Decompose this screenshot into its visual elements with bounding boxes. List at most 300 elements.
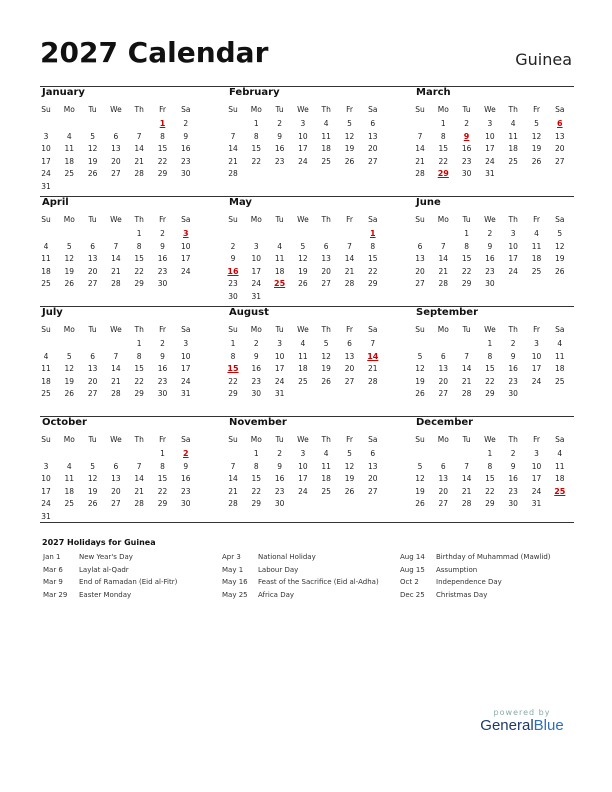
calendar-date: 18 bbox=[274, 266, 285, 276]
weekday-label: Th bbox=[321, 435, 331, 444]
weekday-label: We bbox=[297, 105, 309, 114]
calendar-date: 8 bbox=[253, 461, 259, 471]
calendar-date: 22 bbox=[485, 486, 495, 496]
holiday-date: 15 bbox=[227, 364, 239, 373]
calendar-date: 8 bbox=[160, 131, 165, 141]
powered-by-label: powered by bbox=[493, 708, 551, 717]
calendar-date: 16 bbox=[251, 364, 262, 373]
calendar-date: 3 bbox=[300, 449, 306, 458]
calendar-date: 23 bbox=[157, 266, 168, 276]
calendar-date: 13 bbox=[368, 131, 378, 141]
calendar-date: 4 bbox=[323, 449, 329, 458]
calendar-date: 18 bbox=[555, 364, 565, 373]
holiday-item bbox=[43, 578, 213, 588]
calendar-date: 19 bbox=[87, 486, 98, 496]
calendar-date: 31 bbox=[251, 291, 262, 301]
holiday-name: Africa Day bbox=[258, 590, 295, 599]
calendar-date: 15 bbox=[461, 254, 472, 263]
calendar-date: 22 bbox=[134, 376, 144, 386]
calendar-date: 30 bbox=[485, 279, 495, 288]
weekday-label: Mo bbox=[437, 435, 449, 444]
calendar-date: 17 bbox=[531, 364, 542, 373]
holiday-date: 2 bbox=[183, 449, 189, 458]
weekday-label: Mo bbox=[437, 215, 449, 224]
holiday-date: 1 bbox=[370, 229, 376, 238]
calendar-date: 25 bbox=[531, 266, 542, 276]
weekday-label: Tu bbox=[275, 215, 284, 224]
calendar-date: 4 bbox=[66, 131, 72, 141]
calendar-date: 22 bbox=[134, 266, 144, 276]
calendar-date: 23 bbox=[157, 376, 168, 386]
weekday-label: We bbox=[110, 105, 122, 114]
calendar-date: 26 bbox=[344, 156, 355, 166]
calendar-date: 28 bbox=[228, 499, 238, 508]
calendar-date: 2 bbox=[277, 119, 282, 128]
weekday-label: Su bbox=[41, 105, 51, 114]
calendar-date: 14 bbox=[415, 144, 425, 153]
weekday-label: Mo bbox=[63, 105, 75, 114]
calendar-date: 17 bbox=[181, 254, 191, 263]
calendar-date: 13 bbox=[321, 254, 331, 263]
calendar-date: 2 bbox=[160, 339, 165, 348]
holiday-date: 9 bbox=[463, 131, 470, 141]
calendar-date: 27 bbox=[87, 389, 98, 398]
calendar-date: 8 bbox=[136, 351, 142, 361]
calendar-date: 21 bbox=[438, 266, 449, 276]
calendar-date: 23 bbox=[251, 376, 262, 386]
calendar-date: 7 bbox=[417, 131, 423, 141]
calendar-date: 13 bbox=[555, 131, 565, 141]
calendar-date: 19 bbox=[344, 474, 355, 483]
calendar-date: 28 bbox=[111, 279, 121, 288]
calendar-date: 14 bbox=[134, 144, 144, 153]
calendar-date: 16 bbox=[461, 144, 472, 153]
calendar-date: 11 bbox=[531, 241, 542, 251]
calendar-date: 5 bbox=[557, 229, 563, 238]
calendar-date: 29 bbox=[485, 389, 495, 398]
calendar-date: 5 bbox=[90, 461, 95, 471]
calendar-date: 6 bbox=[113, 131, 119, 141]
month-june bbox=[414, 196, 574, 304]
calendar-date: 9 bbox=[183, 131, 189, 141]
weekday-label: Tu bbox=[275, 435, 284, 444]
weekday-label: Tu bbox=[462, 215, 471, 224]
holiday-date: 29 bbox=[437, 169, 449, 178]
calendar-date: 9 bbox=[277, 461, 282, 471]
calendar-date: 5 bbox=[347, 119, 352, 128]
calendar-date: 7 bbox=[230, 131, 236, 141]
weekday-label: Su bbox=[228, 325, 238, 334]
calendar-date: 5 bbox=[417, 461, 423, 471]
weekday-label: Su bbox=[41, 435, 51, 444]
calendar-date: 17 bbox=[485, 144, 495, 153]
calendar-date: 3 bbox=[43, 461, 49, 471]
weekday-label: We bbox=[297, 215, 309, 224]
calendar-date: 19 bbox=[87, 156, 98, 166]
calendar-date: 11 bbox=[321, 461, 331, 471]
calendar-date: 15 bbox=[438, 144, 449, 153]
weekday-label: We bbox=[484, 215, 496, 224]
holiday-date-label: May 1 bbox=[222, 565, 244, 574]
weekday-label: Sa bbox=[181, 215, 191, 224]
calendar-date: 30 bbox=[251, 389, 262, 398]
weekday-label: Su bbox=[41, 325, 51, 334]
calendar-date: 24 bbox=[41, 169, 51, 178]
calendar-date: 6 bbox=[90, 241, 95, 251]
calendar-date: 26 bbox=[87, 499, 98, 508]
weekday-label: Su bbox=[228, 215, 238, 224]
weekday-label: Mo bbox=[63, 215, 75, 224]
calendar-date: 3 bbox=[487, 119, 493, 128]
calendar-date: 17 bbox=[274, 364, 285, 373]
calendar-date: 25 bbox=[321, 486, 331, 496]
calendar-date: 23 bbox=[181, 486, 191, 496]
calendar-date: 15 bbox=[134, 254, 144, 263]
calendar-date: 5 bbox=[323, 339, 329, 348]
month-name: September bbox=[416, 307, 478, 318]
weekday-label: Th bbox=[508, 215, 518, 224]
calendar-date: 14 bbox=[111, 254, 121, 263]
calendar-date: 26 bbox=[555, 266, 565, 276]
calendar-date: 6 bbox=[417, 241, 423, 251]
calendar-date: 15 bbox=[157, 474, 168, 483]
calendar-date: 18 bbox=[41, 376, 51, 386]
calendar-date: 13 bbox=[438, 474, 449, 483]
calendar-date: 25 bbox=[64, 499, 75, 508]
weekday-label: We bbox=[110, 435, 122, 444]
calendar-date: 8 bbox=[253, 131, 259, 141]
calendar-date: 3 bbox=[300, 119, 306, 128]
calendar-date: 23 bbox=[461, 156, 472, 166]
calendar-date: 21 bbox=[368, 364, 378, 373]
calendar-date: 1 bbox=[464, 229, 469, 238]
weekday-label: Su bbox=[228, 105, 238, 114]
weekday-label: Su bbox=[41, 215, 51, 224]
weekday-label: Mo bbox=[250, 325, 262, 334]
calendar-date: 14 bbox=[134, 474, 144, 483]
calendar-date: 7 bbox=[370, 339, 376, 348]
holiday-date-label: Dec 25 bbox=[400, 590, 425, 599]
calendar-date: 6 bbox=[90, 351, 95, 361]
calendar-date: 29 bbox=[368, 279, 378, 288]
calendar-date: 8 bbox=[370, 241, 376, 251]
holiday-name: Assumption bbox=[436, 565, 478, 574]
month-name: November bbox=[229, 417, 287, 428]
calendar-date: 20 bbox=[555, 144, 565, 153]
weekday-label: Mo bbox=[63, 435, 75, 444]
calendar-date: 4 bbox=[510, 119, 516, 128]
weekday-label: Th bbox=[508, 105, 518, 114]
weekday-label: Th bbox=[508, 325, 518, 334]
holiday-date: 16 bbox=[227, 266, 239, 276]
calendar-date: 10 bbox=[508, 241, 518, 251]
calendar-date: 26 bbox=[298, 279, 308, 288]
calendar-date: 23 bbox=[274, 486, 285, 496]
calendar-date: 13 bbox=[87, 254, 98, 263]
calendar-date: 7 bbox=[347, 241, 352, 251]
weekday-label: We bbox=[484, 435, 496, 444]
holiday-item bbox=[43, 553, 213, 563]
calendar-date: 5 bbox=[534, 119, 539, 128]
weekday-label: We bbox=[297, 325, 309, 334]
holiday-name: Labour Day bbox=[258, 565, 299, 574]
country-name: Guinea bbox=[515, 50, 572, 69]
calendar-date: 27 bbox=[555, 156, 565, 166]
calendar-date: 7 bbox=[113, 241, 119, 251]
weekday-label: Th bbox=[134, 105, 144, 114]
calendar-date: 12 bbox=[344, 461, 355, 471]
month-april bbox=[40, 196, 200, 304]
calendar-date: 10 bbox=[41, 474, 51, 483]
calendar-date: 26 bbox=[64, 389, 75, 398]
calendar-date: 20 bbox=[438, 376, 449, 386]
calendar-date: 21 bbox=[111, 376, 121, 386]
holiday-item bbox=[43, 591, 213, 601]
calendar-date: 7 bbox=[464, 461, 469, 471]
calendar-date: 24 bbox=[298, 486, 308, 496]
calendar-date: 20 bbox=[415, 266, 425, 276]
calendar-date: 11 bbox=[41, 254, 51, 263]
holiday-date: 25 bbox=[274, 279, 286, 288]
calendar-date: 20 bbox=[87, 266, 98, 276]
holiday-name: Christmas Day bbox=[436, 590, 488, 599]
calendar-date: 26 bbox=[321, 376, 331, 386]
holiday-name: New Year's Day bbox=[79, 553, 133, 561]
calendar-date: 3 bbox=[277, 339, 282, 348]
weekday-label: Mo bbox=[250, 215, 262, 224]
calendar-date: 3 bbox=[510, 229, 516, 238]
holiday-date-label: Mar 9 bbox=[43, 578, 63, 586]
calendar-date: 12 bbox=[321, 351, 331, 361]
calendar-date: 29 bbox=[251, 499, 262, 508]
calendar-date: 6 bbox=[347, 339, 352, 348]
calendar-date: 1 bbox=[253, 119, 259, 128]
calendar-date: 29 bbox=[228, 389, 238, 398]
calendar-date: 9 bbox=[160, 351, 165, 361]
weekday-label: Mo bbox=[437, 105, 449, 114]
calendar-date: 11 bbox=[555, 461, 565, 471]
holiday-date-label: Oct 2 bbox=[400, 578, 419, 586]
calendar-date: 2 bbox=[277, 449, 282, 458]
holiday-item bbox=[43, 566, 213, 576]
calendar-date: 11 bbox=[41, 364, 51, 373]
calendar-date: 29 bbox=[134, 279, 144, 288]
calendar-date: 28 bbox=[438, 279, 449, 288]
calendar-date: 8 bbox=[487, 461, 493, 471]
calendar-date: 14 bbox=[344, 254, 355, 263]
calendar-date: 21 bbox=[461, 486, 472, 496]
calendar-date: 5 bbox=[417, 351, 423, 361]
calendar-date: 23 bbox=[274, 156, 285, 166]
calendar-date: 31 bbox=[41, 511, 51, 521]
calendar-date: 9 bbox=[487, 241, 493, 251]
weekday-label: Tu bbox=[275, 105, 284, 114]
weekday-label: Th bbox=[508, 435, 518, 444]
calendar-date: 13 bbox=[344, 351, 355, 361]
calendar-date: 15 bbox=[157, 144, 168, 153]
calendar-date: 21 bbox=[111, 266, 121, 276]
calendar-date: 30 bbox=[508, 389, 518, 398]
calendar-date: 14 bbox=[111, 364, 121, 373]
calendar-date: 19 bbox=[64, 376, 75, 386]
calendar-date: 21 bbox=[415, 156, 425, 166]
calendar-date: 9 bbox=[183, 461, 189, 471]
month-name: May bbox=[229, 197, 252, 208]
calendar-date: 26 bbox=[415, 499, 425, 508]
calendar-date: 3 bbox=[253, 241, 259, 251]
calendar-date: 28 bbox=[134, 169, 144, 178]
calendar-date: 24 bbox=[181, 376, 191, 386]
weekday-label: Sa bbox=[555, 215, 565, 224]
calendar-date: 12 bbox=[87, 144, 98, 153]
calendar-date: 24 bbox=[274, 376, 285, 386]
calendar-date: 13 bbox=[111, 144, 121, 153]
calendar-date: 24 bbox=[298, 156, 308, 166]
calendar-date: 30 bbox=[181, 499, 191, 508]
weekday-label: Sa bbox=[555, 325, 565, 334]
calendar-date: 15 bbox=[485, 364, 495, 373]
brand-logo[interactable] bbox=[474, 708, 570, 734]
logo-blue: Blue bbox=[533, 717, 564, 734]
calendar-date: 28 bbox=[134, 499, 144, 508]
calendar-date: 24 bbox=[181, 266, 191, 276]
calendar-date: 1 bbox=[487, 339, 493, 348]
holiday-name: End of Ramadan (Eid al-Fitr) bbox=[79, 578, 178, 586]
calendar-date: 28 bbox=[415, 169, 425, 178]
month-name: December bbox=[416, 417, 474, 428]
calendar-date: 27 bbox=[111, 499, 121, 508]
calendar-date: 29 bbox=[157, 169, 168, 178]
calendar-date: 26 bbox=[531, 156, 542, 166]
weekday-label: Su bbox=[415, 215, 425, 224]
calendar-date: 27 bbox=[111, 169, 121, 178]
weekday-label: Fr bbox=[346, 325, 353, 334]
weekday-label: Su bbox=[228, 435, 238, 444]
calendar-date: 17 bbox=[181, 364, 191, 373]
calendar-date: 16 bbox=[274, 474, 285, 483]
calendar-date: 20 bbox=[87, 376, 98, 386]
calendar-date: 21 bbox=[461, 376, 472, 386]
calendar-date: 22 bbox=[251, 486, 262, 496]
weekday-label: Su bbox=[415, 105, 425, 114]
calendar-date: 10 bbox=[298, 461, 308, 471]
holiday-date-label: Aug 15 bbox=[400, 565, 425, 574]
calendar-date: 22 bbox=[228, 376, 238, 386]
calendar-date: 16 bbox=[157, 254, 168, 263]
calendar-date: 19 bbox=[344, 144, 355, 153]
calendar-date: 7 bbox=[440, 241, 446, 251]
calendar-date: 2 bbox=[183, 119, 189, 128]
month-name: March bbox=[416, 87, 451, 98]
calendar-date: 14 bbox=[228, 474, 238, 483]
calendar-date: 28 bbox=[461, 499, 472, 508]
calendar-date: 12 bbox=[344, 131, 355, 141]
calendar-date: 28 bbox=[111, 389, 121, 398]
calendar-date: 15 bbox=[251, 144, 262, 153]
weekday-label: Tu bbox=[462, 105, 471, 114]
calendar-date: 23 bbox=[508, 376, 518, 386]
weekday-label: Tu bbox=[462, 435, 471, 444]
calendar-date: 24 bbox=[41, 499, 51, 508]
calendar-date: 21 bbox=[134, 486, 144, 496]
calendar-date: 1 bbox=[230, 339, 236, 348]
calendar-date: 25 bbox=[41, 389, 51, 398]
weekday-label: Th bbox=[134, 325, 144, 334]
calendar-date: 6 bbox=[370, 449, 376, 458]
holiday-date: 14 bbox=[367, 351, 379, 361]
weekday-label: We bbox=[484, 105, 496, 114]
weekday-label: Th bbox=[321, 215, 331, 224]
calendar-date: 29 bbox=[485, 499, 495, 508]
calendar-date: 1 bbox=[160, 449, 165, 458]
weekday-label: We bbox=[297, 435, 309, 444]
calendar-date: 15 bbox=[251, 474, 262, 483]
calendar-date: 22 bbox=[157, 156, 168, 166]
holiday-item bbox=[222, 553, 392, 563]
calendar-date: 12 bbox=[298, 254, 308, 263]
weekday-label: Th bbox=[321, 325, 331, 334]
weekday-label: Mo bbox=[63, 325, 75, 334]
calendar-date: 3 bbox=[43, 131, 49, 141]
logo-general: General bbox=[480, 717, 534, 734]
calendar-date: 23 bbox=[508, 486, 518, 496]
weekday-label: Tu bbox=[462, 325, 471, 334]
calendar-date: 14 bbox=[438, 254, 449, 263]
calendar-date: 20 bbox=[438, 486, 449, 496]
calendar-date: 11 bbox=[298, 351, 308, 361]
calendar-date: 25 bbox=[41, 279, 51, 288]
calendar-date: 30 bbox=[461, 169, 472, 178]
calendar-date: 12 bbox=[531, 131, 542, 141]
weekday-label: Fr bbox=[159, 435, 166, 444]
calendar-date: 2 bbox=[464, 119, 469, 128]
calendar-date: 20 bbox=[111, 486, 121, 496]
calendar-date: 19 bbox=[64, 266, 75, 276]
calendar-date: 19 bbox=[531, 144, 542, 153]
month-january bbox=[40, 86, 200, 194]
calendar-date: 6 bbox=[440, 351, 446, 361]
calendar-date: 15 bbox=[485, 474, 495, 483]
holiday-name: Feast of the Sacrifice (Eid al-Adha) bbox=[258, 578, 379, 586]
calendar-grid bbox=[40, 86, 574, 526]
calendar-date: 16 bbox=[508, 364, 518, 373]
calendar-date: 24 bbox=[531, 486, 542, 496]
calendar-date: 8 bbox=[160, 461, 165, 471]
calendar-date: 18 bbox=[321, 474, 331, 483]
calendar-date: 2 bbox=[230, 241, 236, 251]
holiday-item bbox=[400, 553, 570, 563]
calendar-date: 17 bbox=[298, 144, 308, 153]
calendar-date: 11 bbox=[508, 131, 518, 141]
month-name: June bbox=[416, 197, 441, 208]
calendar-date: 5 bbox=[66, 241, 72, 251]
calendar-date: 30 bbox=[228, 291, 238, 301]
weekday-label: Sa bbox=[368, 105, 378, 114]
calendar-date: 30 bbox=[181, 169, 191, 178]
calendar-date: 30 bbox=[274, 499, 285, 508]
calendar-date: 22 bbox=[438, 156, 449, 166]
calendar-date: 4 bbox=[557, 339, 563, 348]
calendar-date: 29 bbox=[461, 279, 472, 288]
holiday-name: Easter Monday bbox=[79, 590, 132, 599]
calendar-date: 18 bbox=[555, 474, 565, 483]
calendar-date: 4 bbox=[277, 241, 282, 251]
holiday-date-label: Jan 1 bbox=[43, 553, 61, 561]
calendar-date: 18 bbox=[64, 156, 75, 166]
month-name: July bbox=[42, 307, 63, 318]
calendar-date: 20 bbox=[368, 474, 378, 483]
holiday-item bbox=[222, 578, 392, 588]
